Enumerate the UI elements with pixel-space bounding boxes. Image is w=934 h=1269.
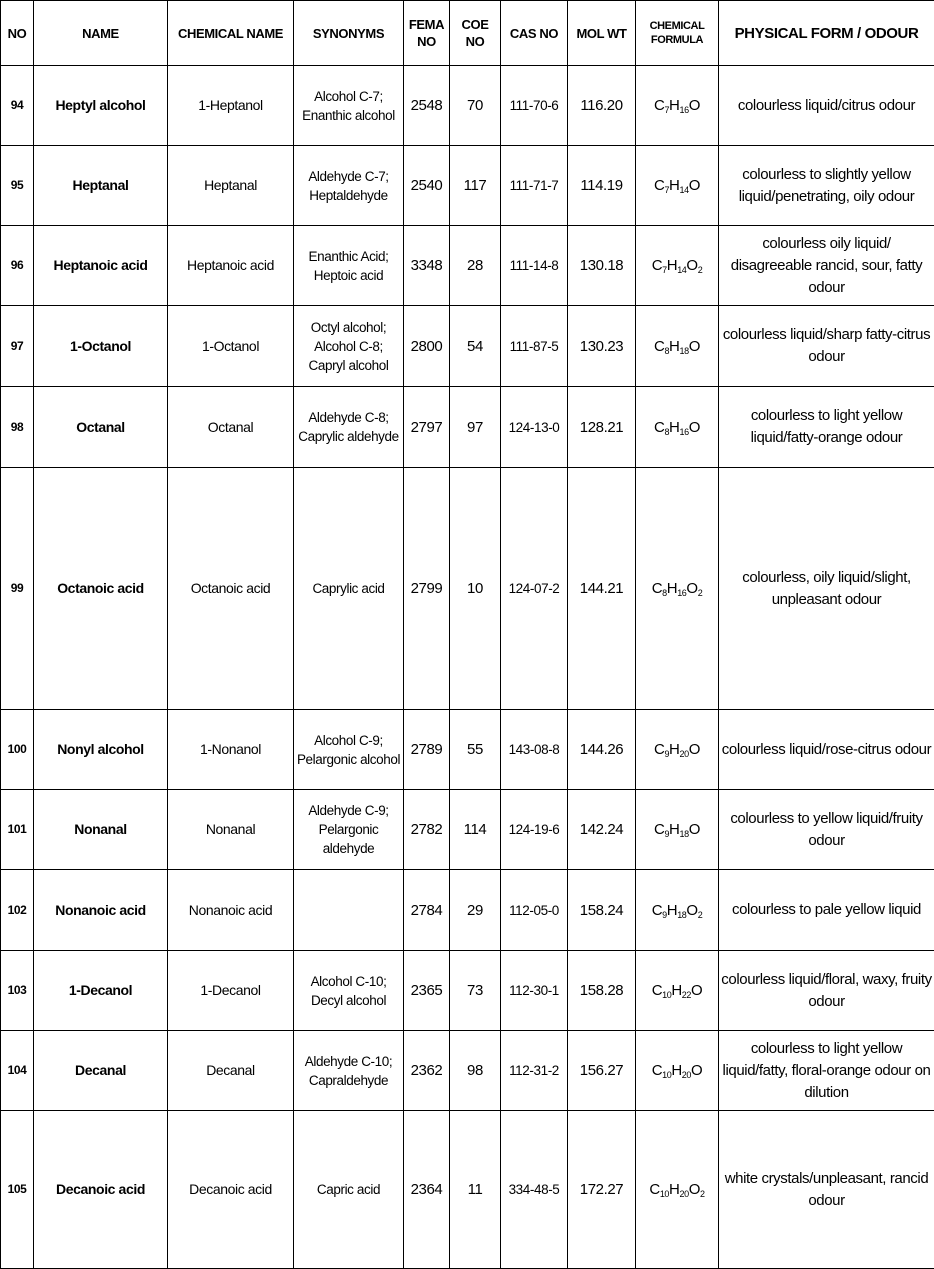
cell-no: 101 bbox=[1, 790, 34, 870]
cell-mol-wt: 144.21 bbox=[568, 468, 636, 710]
formula-subscript: 2 bbox=[699, 1189, 705, 1199]
formula-element: H bbox=[666, 257, 678, 274]
cell-mol-wt: 158.24 bbox=[568, 870, 636, 951]
cell-cas-no: 111-87-5 bbox=[501, 306, 568, 387]
formula-subscript: 16 bbox=[679, 426, 689, 437]
formula-subscript: 8 bbox=[664, 426, 670, 437]
cell-physical-form: white crystals/unpleasant, rancid odour bbox=[719, 1111, 934, 1269]
formula-element: H bbox=[671, 982, 682, 999]
cell-mol-wt: 156.27 bbox=[568, 1031, 636, 1111]
formula-element: C bbox=[654, 97, 665, 114]
header-fema-no: FEMA NO bbox=[404, 1, 450, 66]
cell-physical-form: colourless to light yellow liquid/fatty, floral-orange odour on dilution bbox=[719, 1031, 934, 1111]
cell-no: 99 bbox=[1, 468, 34, 710]
cell-fema-no: 2784 bbox=[404, 870, 450, 951]
formula-element: O bbox=[691, 982, 703, 999]
cell-chemical-name: 1-Heptanol bbox=[168, 66, 294, 146]
cell-physical-form: colourless to yellow liquid/fruity odour bbox=[719, 790, 934, 870]
cell-no: 100 bbox=[1, 710, 34, 790]
cell-chemical-name: Octanal bbox=[168, 387, 294, 468]
header-coe-no: COE NO bbox=[450, 1, 501, 66]
table-row bbox=[1, 306, 934, 387]
cell-no: 97 bbox=[1, 306, 34, 387]
cell-chemical-name: Heptanal bbox=[168, 146, 294, 226]
cell-fema-no: 3348 bbox=[404, 226, 450, 306]
formula-element: H bbox=[666, 580, 678, 597]
cell-synonyms: Caprylic acid bbox=[294, 468, 404, 710]
cell-chemical-formula bbox=[636, 387, 719, 468]
formula-subscript: 2 bbox=[697, 588, 703, 598]
formula-subscript: 10 bbox=[662, 1070, 672, 1080]
formula-element: C bbox=[654, 741, 665, 758]
cell-synonyms: Octyl alcohol; Alcohol C-8; Capryl alcohol bbox=[294, 306, 404, 387]
formula-element: O bbox=[688, 418, 700, 436]
formula-element: C bbox=[654, 418, 665, 436]
formula-subscript: 7 bbox=[664, 105, 670, 115]
cell-coe-no: 117 bbox=[450, 146, 501, 226]
formula-subscript: 8 bbox=[662, 588, 667, 598]
cell-mol-wt: 130.23 bbox=[568, 306, 636, 387]
header-row bbox=[1, 1, 934, 66]
cell-physical-form: colourless liquid/citrus odour bbox=[719, 66, 934, 146]
cell-fema-no: 2548 bbox=[404, 66, 450, 146]
formula-subscript: 20 bbox=[681, 1070, 692, 1080]
cell-chemical-formula bbox=[636, 146, 719, 226]
cell-coe-no: 29 bbox=[450, 870, 501, 951]
formula-element: C bbox=[651, 1062, 663, 1079]
cell-chemical-formula bbox=[636, 306, 719, 387]
header-synonyms: SYNONYMS bbox=[294, 1, 404, 66]
cell-name: Octanal bbox=[34, 387, 168, 468]
cell-cas-no: 112-05-0 bbox=[501, 870, 568, 951]
formula-element: O bbox=[686, 580, 698, 597]
cell-cas-no: 111-70-6 bbox=[501, 66, 568, 146]
cell-no: 103 bbox=[1, 951, 34, 1031]
formula-element: H bbox=[669, 1181, 680, 1198]
cell-synonyms: Alcohol C-7; Enanthic alcohol bbox=[294, 66, 404, 146]
formula-element: C bbox=[651, 580, 663, 597]
cell-cas-no: 111-14-8 bbox=[501, 226, 568, 306]
cell-mol-wt: 114.19 bbox=[568, 146, 636, 226]
formula-element: C bbox=[651, 982, 663, 999]
cell-chemical-formula bbox=[636, 951, 719, 1031]
formula-element: C bbox=[654, 337, 665, 355]
cell-name: 1-Decanol bbox=[34, 951, 168, 1031]
cell-coe-no: 70 bbox=[450, 66, 501, 146]
cell-synonyms: Alcohol C-9; Pelargonic alcohol bbox=[294, 710, 404, 790]
cell-synonyms: Alcohol C-10; Decyl alcohol bbox=[294, 951, 404, 1031]
formula-element: C bbox=[654, 177, 665, 194]
cell-synonyms: Aldehyde C-7; Heptaldehyde bbox=[294, 146, 404, 226]
cell-cas-no: 112-31-2 bbox=[501, 1031, 568, 1111]
formula-subscript: 14 bbox=[677, 265, 687, 275]
formula-element: C bbox=[651, 901, 663, 919]
cell-mol-wt: 130.18 bbox=[568, 226, 636, 306]
header-name: NAME bbox=[34, 1, 168, 66]
cell-chemical-name: 1-Nonanol bbox=[168, 710, 294, 790]
cell-name: Decanoic acid bbox=[34, 1111, 168, 1269]
formula-subscript: 9 bbox=[662, 909, 667, 920]
cell-no: 105 bbox=[1, 1111, 34, 1269]
cell-no: 104 bbox=[1, 1031, 34, 1111]
formula-subscript: 10 bbox=[662, 990, 672, 1000]
formula-subscript: 7 bbox=[664, 185, 670, 195]
formula-element: C bbox=[654, 821, 665, 838]
table-row bbox=[1, 468, 934, 710]
table-row bbox=[1, 226, 934, 306]
cell-physical-form: colourless, oily liquid/slight, unpleasant odour bbox=[719, 468, 934, 710]
formula-subscript: 22 bbox=[681, 990, 692, 1000]
header-chemical-name: CHEMICAL NAME bbox=[168, 1, 294, 66]
cell-synonyms: Aldehyde C-10; Capraldehyde bbox=[294, 1031, 404, 1111]
formula-element: O bbox=[691, 1062, 703, 1079]
formula-element: O bbox=[688, 741, 700, 758]
cell-mol-wt: 142.24 bbox=[568, 790, 636, 870]
cell-chemical-name: 1-Decanol bbox=[168, 951, 294, 1031]
formula-element: O bbox=[686, 901, 698, 919]
cell-no: 95 bbox=[1, 146, 34, 226]
formula-element: O bbox=[688, 97, 700, 114]
cell-chemical-name: Nonanal bbox=[168, 790, 294, 870]
cell-no: 102 bbox=[1, 870, 34, 951]
table-row bbox=[1, 66, 934, 146]
cell-cas-no: 124-07-2 bbox=[501, 468, 568, 710]
formula-subscript: 8 bbox=[664, 345, 670, 356]
cell-coe-no: 28 bbox=[450, 226, 501, 306]
cell-name: Decanal bbox=[34, 1031, 168, 1111]
cell-synonyms bbox=[294, 870, 404, 951]
formula-element: H bbox=[671, 1062, 682, 1079]
cell-name: 1-Octanol bbox=[34, 306, 168, 387]
cell-fema-no: 2364 bbox=[404, 1111, 450, 1269]
cell-name: Octanoic acid bbox=[34, 468, 168, 710]
cell-chemical-formula bbox=[636, 870, 719, 951]
cell-physical-form: colourless to light yellow liquid/fatty-orange odour bbox=[719, 387, 934, 468]
formula-subscript: 20 bbox=[679, 749, 689, 759]
formula-subscript: 14 bbox=[679, 185, 689, 195]
cell-name: Nonyl alcohol bbox=[34, 710, 168, 790]
table-row bbox=[1, 146, 934, 226]
cell-coe-no: 97 bbox=[450, 387, 501, 468]
cell-chemical-name: Decanal bbox=[168, 1031, 294, 1111]
formula-element: O bbox=[688, 821, 700, 838]
cell-fema-no: 2362 bbox=[404, 1031, 450, 1111]
formula-element: H bbox=[669, 741, 680, 758]
header-physical-form: PHYSICAL FORM / ODOUR bbox=[719, 1, 934, 66]
formula-subscript: 20 bbox=[679, 1189, 689, 1199]
cell-chemical-formula bbox=[636, 468, 719, 710]
cell-chemical-formula bbox=[636, 1031, 719, 1111]
cell-fema-no: 2797 bbox=[404, 387, 450, 468]
formula-subscript: 18 bbox=[679, 829, 689, 839]
cell-name: Heptanoic acid bbox=[34, 226, 168, 306]
cell-physical-form: colourless liquid/sharp fatty-citrus odour bbox=[719, 306, 934, 387]
cell-cas-no: 124-13-0 bbox=[501, 387, 568, 468]
cell-mol-wt: 144.26 bbox=[568, 710, 636, 790]
cell-synonyms: Aldehyde C-9; Pelargonic aldehyde bbox=[294, 790, 404, 870]
cell-synonyms: Enanthic Acid; Heptoic acid bbox=[294, 226, 404, 306]
cell-coe-no: 11 bbox=[450, 1111, 501, 1269]
cell-coe-no: 114 bbox=[450, 790, 501, 870]
table-row bbox=[1, 870, 934, 951]
cell-coe-no: 98 bbox=[450, 1031, 501, 1111]
cell-coe-no: 10 bbox=[450, 468, 501, 710]
cell-no: 96 bbox=[1, 226, 34, 306]
formula-subscript: 7 bbox=[662, 265, 667, 275]
cell-chemical-name: 1-Octanol bbox=[168, 306, 294, 387]
cell-physical-form: colourless to slightly yellow liquid/penetrating, oily odour bbox=[719, 146, 934, 226]
cell-physical-form: colourless liquid/floral, waxy, fruity odour bbox=[719, 951, 934, 1031]
table-row bbox=[1, 790, 934, 870]
formula-subscript: 9 bbox=[664, 749, 670, 759]
cell-physical-form: colourless to pale yellow liquid bbox=[719, 870, 934, 951]
formula-element: H bbox=[669, 97, 680, 114]
table-row bbox=[1, 1031, 934, 1111]
formula-element: H bbox=[669, 418, 680, 436]
cell-name: Nonanal bbox=[34, 790, 168, 870]
formula-subscript: 16 bbox=[679, 105, 689, 115]
cell-physical-form: colourless liquid/rose-citrus odour bbox=[719, 710, 934, 790]
header-cas-no: CAS NO bbox=[501, 1, 568, 66]
cell-chemical-formula bbox=[636, 790, 719, 870]
table-body bbox=[1, 66, 934, 1269]
cell-cas-no: 334-48-5 bbox=[501, 1111, 568, 1269]
formula-subscript: 10 bbox=[659, 1189, 670, 1199]
table-row bbox=[1, 951, 934, 1031]
cell-chemical-formula bbox=[636, 1111, 719, 1269]
formula-subscript: 16 bbox=[677, 588, 687, 598]
cell-coe-no: 55 bbox=[450, 710, 501, 790]
cell-physical-form: colourless oily liquid/ disagreeable rancid, sour, fatty odour bbox=[719, 226, 934, 306]
formula-element: O bbox=[688, 1181, 700, 1198]
table-row bbox=[1, 387, 934, 468]
cell-coe-no: 54 bbox=[450, 306, 501, 387]
cell-no: 94 bbox=[1, 66, 34, 146]
formula-subscript: 2 bbox=[697, 265, 703, 275]
cell-fema-no: 2782 bbox=[404, 790, 450, 870]
cell-chemical-name: Nonanoic acid bbox=[168, 870, 294, 951]
cell-mol-wt: 172.27 bbox=[568, 1111, 636, 1269]
cell-fema-no: 2789 bbox=[404, 710, 450, 790]
formula-element: H bbox=[669, 337, 680, 355]
formula-element: C bbox=[649, 1181, 660, 1198]
formula-subscript: 2 bbox=[697, 909, 703, 920]
cell-mol-wt: 158.28 bbox=[568, 951, 636, 1031]
cell-chemical-name: Heptanoic acid bbox=[168, 226, 294, 306]
formula-element: H bbox=[669, 821, 680, 838]
formula-element: H bbox=[666, 901, 678, 919]
header-chemical-formula: CHEMICAL FORMULA bbox=[636, 1, 719, 66]
cell-mol-wt: 128.21 bbox=[568, 387, 636, 468]
cell-synonyms: Capric acid bbox=[294, 1111, 404, 1269]
table-row bbox=[1, 1111, 934, 1269]
cell-name: Heptanal bbox=[34, 146, 168, 226]
cell-fema-no: 2800 bbox=[404, 306, 450, 387]
cell-chemical-formula bbox=[636, 66, 719, 146]
header-no: NO bbox=[1, 1, 34, 66]
cell-chemical-name: Decanoic acid bbox=[168, 1111, 294, 1269]
cell-name: Heptyl alcohol bbox=[34, 66, 168, 146]
cell-cas-no: 112-30-1 bbox=[501, 951, 568, 1031]
formula-subscript: 9 bbox=[664, 829, 670, 839]
cell-synonyms: Aldehyde C-8; Caprylic aldehyde bbox=[294, 387, 404, 468]
cell-cas-no: 143-08-8 bbox=[501, 710, 568, 790]
cell-cas-no: 124-19-6 bbox=[501, 790, 568, 870]
formula-element: O bbox=[688, 177, 700, 194]
cell-fema-no: 2540 bbox=[404, 146, 450, 226]
formula-subscript: 18 bbox=[677, 909, 687, 920]
cell-name: Nonanoic acid bbox=[34, 870, 168, 951]
formula-element: C bbox=[651, 257, 663, 274]
cell-fema-no: 2365 bbox=[404, 951, 450, 1031]
cell-no: 98 bbox=[1, 387, 34, 468]
cell-chemical-formula bbox=[636, 226, 719, 306]
table-row bbox=[1, 710, 934, 790]
formula-element: H bbox=[669, 177, 680, 194]
cell-coe-no: 73 bbox=[450, 951, 501, 1031]
cell-cas-no: 111-71-7 bbox=[501, 146, 568, 226]
cell-mol-wt: 116.20 bbox=[568, 66, 636, 146]
formula-element: O bbox=[688, 337, 700, 355]
formula-subscript: 18 bbox=[679, 345, 689, 356]
header-mol-wt: MOL WT bbox=[568, 1, 636, 66]
cell-chemical-formula bbox=[636, 710, 719, 790]
formula-element: O bbox=[686, 257, 698, 274]
cell-fema-no: 2799 bbox=[404, 468, 450, 710]
cell-chemical-name: Octanoic acid bbox=[168, 468, 294, 710]
